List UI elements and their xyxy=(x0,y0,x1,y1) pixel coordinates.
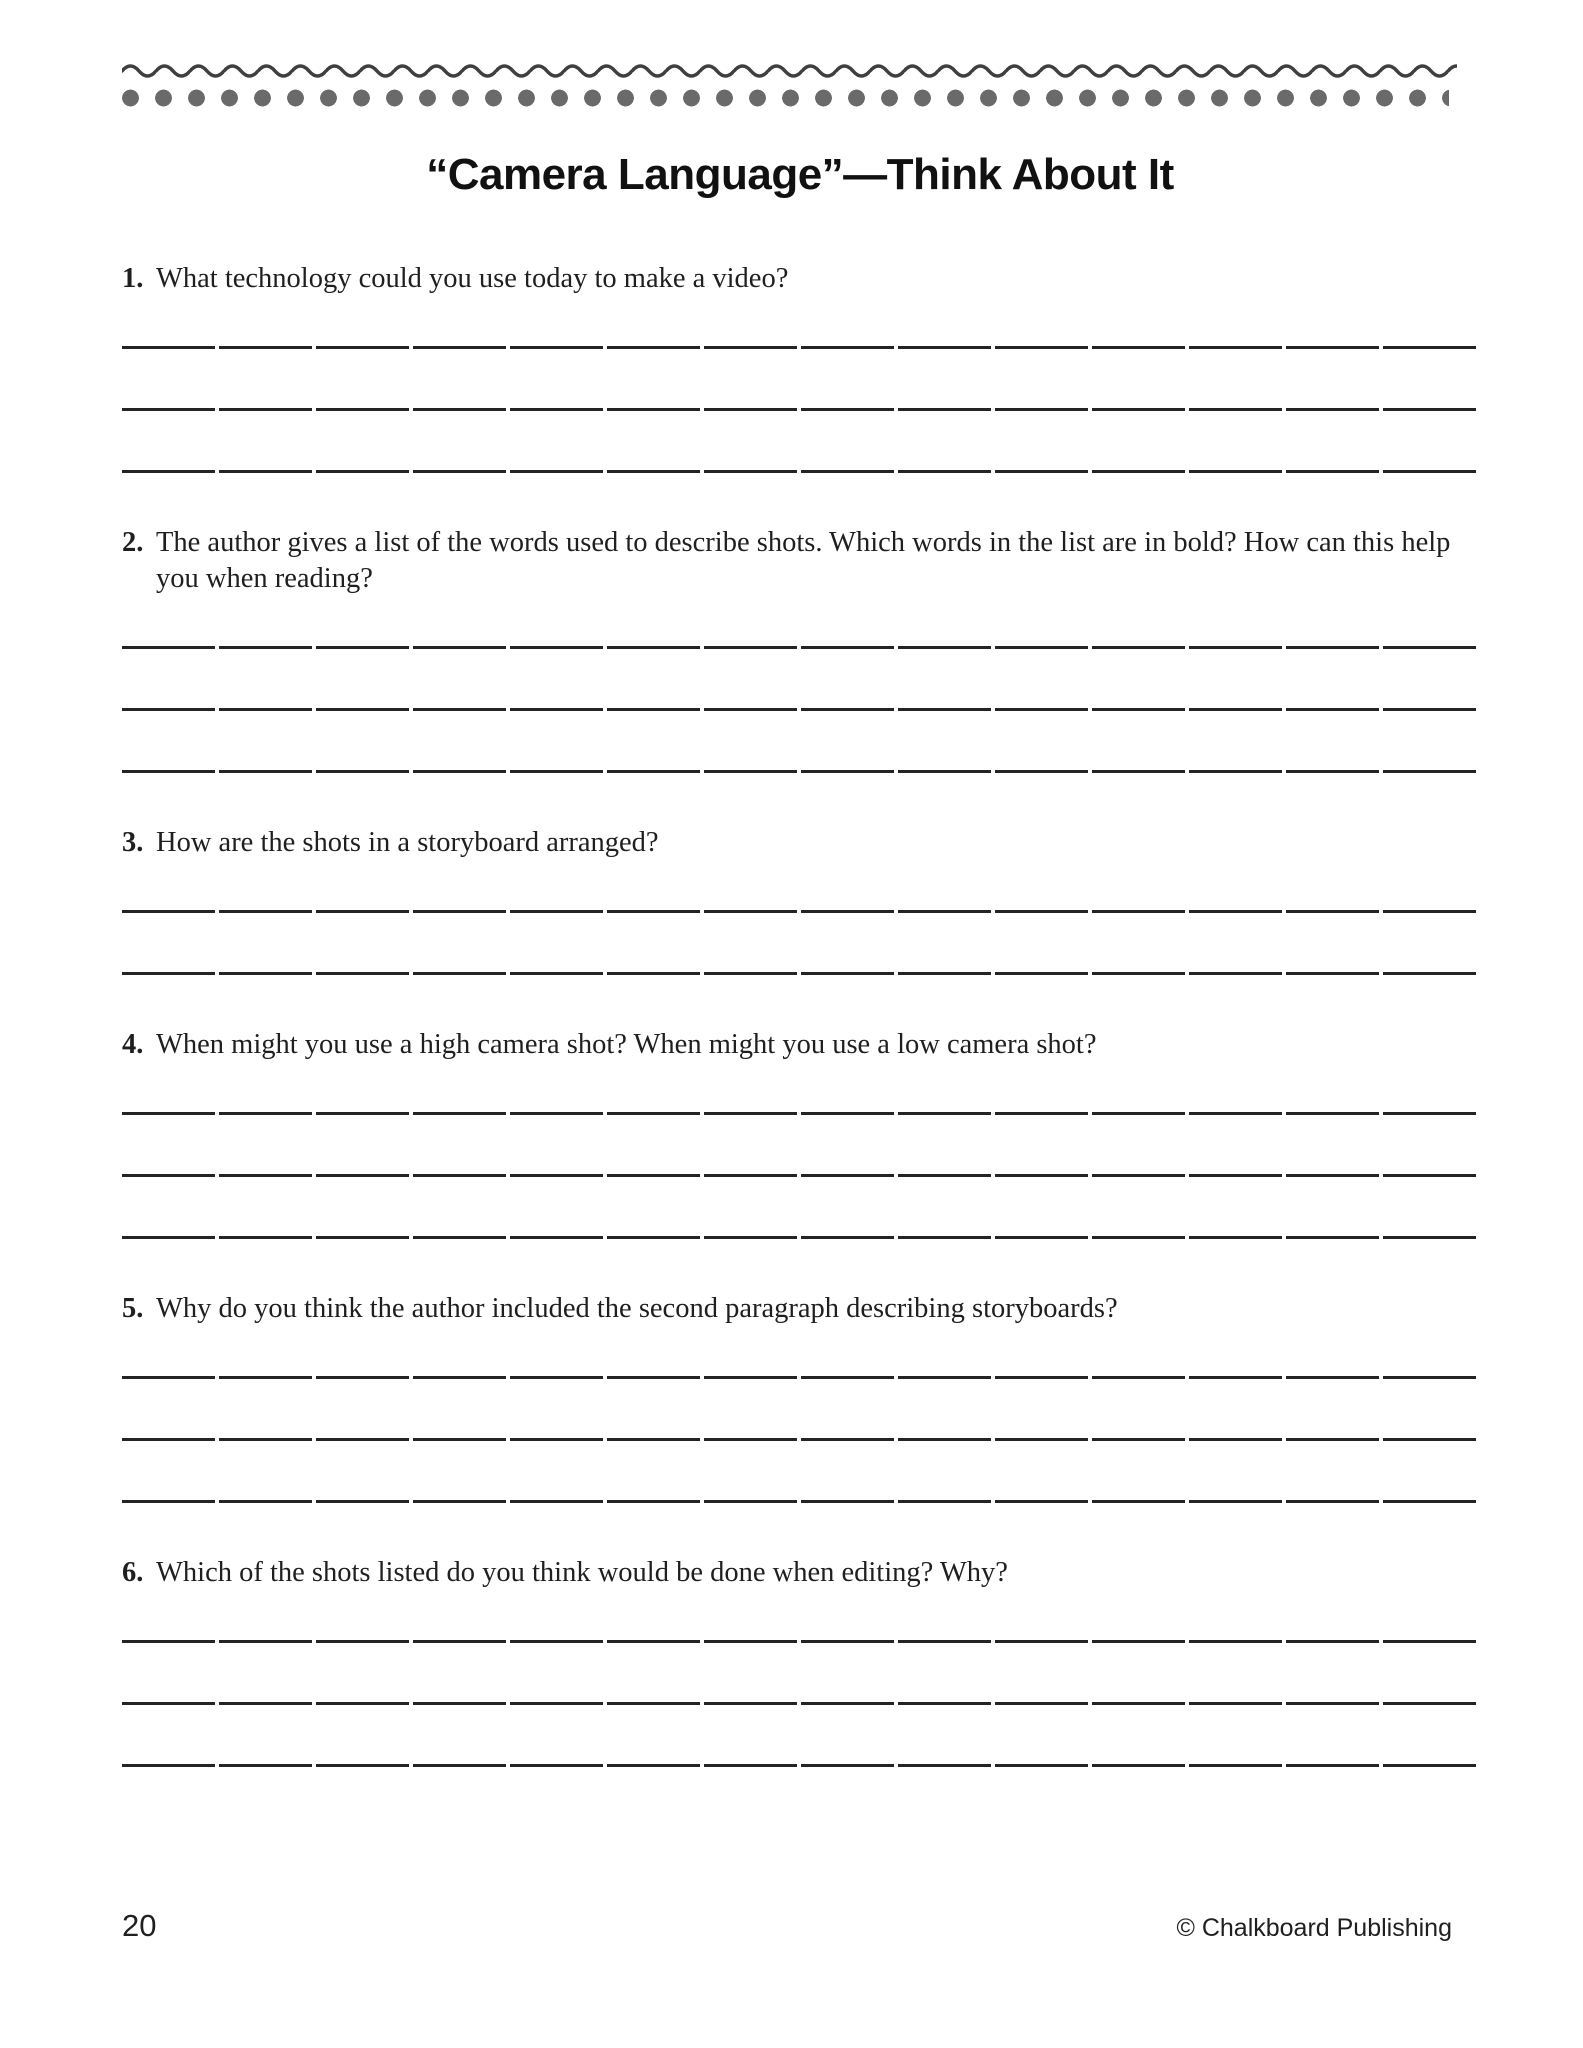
question-6 xyxy=(122,1555,1478,1767)
answer-lines-group xyxy=(122,346,1478,473)
answer-line xyxy=(122,1764,1478,1767)
page-number: 20 xyxy=(122,1908,157,1943)
question-1 xyxy=(122,261,1478,473)
answer-line xyxy=(122,1376,1478,1379)
question-text: How are the shots in a storyboard arranged? xyxy=(156,827,659,858)
copyright-text: © Chalkboard Publishing xyxy=(1176,1914,1452,1942)
wavy-line-icon xyxy=(122,56,1457,82)
question-3 xyxy=(122,825,1478,975)
answer-lines-group xyxy=(122,1112,1478,1239)
dots-row-icon xyxy=(122,89,1449,107)
answer-lines-group xyxy=(122,1376,1478,1503)
answer-lines-group xyxy=(122,646,1478,773)
answer-line xyxy=(122,346,1478,349)
answer-lines-group xyxy=(122,1640,1478,1767)
answer-line xyxy=(122,1702,1478,1705)
answer-line xyxy=(122,708,1478,711)
answer-line xyxy=(122,1438,1478,1441)
answer-line xyxy=(122,1174,1478,1177)
answer-lines-group xyxy=(122,910,1478,975)
page-title: “Camera Language”—Think About It xyxy=(426,150,1174,199)
question-number: 3. xyxy=(122,827,144,858)
answer-line xyxy=(122,646,1478,649)
question-number: 6. xyxy=(122,1557,144,1588)
question-5 xyxy=(122,1291,1478,1503)
question-text: When might you use a high camera shot? When might you use a low camera shot? xyxy=(156,1029,1097,1060)
answer-line xyxy=(122,910,1478,913)
question-2 xyxy=(122,525,1478,773)
question-number: 2. xyxy=(122,527,144,558)
question-number: 4. xyxy=(122,1029,144,1060)
answer-line xyxy=(122,1640,1478,1643)
answer-line xyxy=(122,972,1478,975)
answer-line xyxy=(122,1112,1478,1115)
question-text: Which of the shots listed do you think would be done when editing? Why? xyxy=(156,1557,1008,1588)
answer-line xyxy=(122,1500,1478,1503)
question-4 xyxy=(122,1027,1478,1239)
question-text: The author gives a list of the words used to describe shots. Which words in the list are in bold? How can this help you when reading? xyxy=(156,527,1451,594)
page-footer xyxy=(122,1908,1452,1944)
question-text: What technology could you use today to make a video? xyxy=(156,263,789,294)
answer-line xyxy=(122,470,1478,473)
question-number: 5. xyxy=(122,1293,144,1324)
answer-line xyxy=(122,408,1478,411)
answer-line xyxy=(122,770,1478,773)
question-number: 1. xyxy=(122,263,144,294)
question-text: Why do you think the author included the second paragraph describing storyboards? xyxy=(156,1293,1118,1324)
answer-line xyxy=(122,1236,1478,1239)
decorative-border xyxy=(122,56,1457,107)
